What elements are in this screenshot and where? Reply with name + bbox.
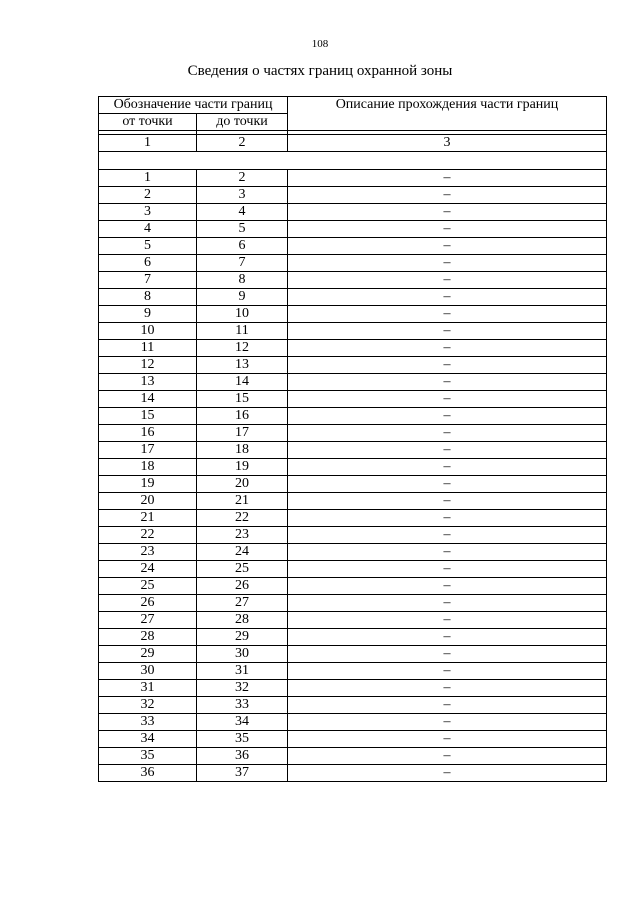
table-row: [99, 629, 607, 646]
from-point-cell: 22: [99, 527, 197, 544]
to-point-cell: 18: [197, 442, 288, 459]
table-row: [99, 357, 607, 374]
table-row: [99, 714, 607, 731]
to-point-cell: 11: [197, 323, 288, 340]
table-row: [99, 289, 607, 306]
description-cell: –: [288, 527, 607, 544]
table-row: [99, 255, 607, 272]
to-point-cell: 26: [197, 578, 288, 595]
to-point-cell: 20: [197, 476, 288, 493]
table-row: [99, 221, 607, 238]
description-cell: –: [288, 765, 607, 782]
to-point-cell: 30: [197, 646, 288, 663]
table-row: [99, 374, 607, 391]
to-point-cell: 22: [197, 510, 288, 527]
from-point-cell: 4: [99, 221, 197, 238]
table-row: [99, 408, 607, 425]
to-point-cell: 9: [197, 289, 288, 306]
table-row: [99, 391, 607, 408]
description-cell: –: [288, 680, 607, 697]
boundary-parts-table: [98, 96, 607, 782]
description-cell: –: [288, 170, 607, 187]
to-point-cell: 4: [197, 204, 288, 221]
description-cell: –: [288, 204, 607, 221]
from-point-cell: 17: [99, 442, 197, 459]
from-point-cell: 21: [99, 510, 197, 527]
to-point-cell: 8: [197, 272, 288, 289]
table-row: [99, 340, 607, 357]
to-point-cell: 33: [197, 697, 288, 714]
header-from-point: от точки: [99, 114, 197, 131]
description-cell: –: [288, 612, 607, 629]
to-point-cell: 31: [197, 663, 288, 680]
description-cell: –: [288, 289, 607, 306]
table-row: [99, 170, 607, 187]
to-point-cell: 21: [197, 493, 288, 510]
to-point-cell: 27: [197, 595, 288, 612]
from-point-cell: 34: [99, 731, 197, 748]
from-point-cell: 26: [99, 595, 197, 612]
to-point-cell: 10: [197, 306, 288, 323]
description-cell: –: [288, 306, 607, 323]
from-point-cell: 18: [99, 459, 197, 476]
empty-section-cell: [99, 152, 607, 170]
column-number-1: 1: [99, 135, 197, 152]
to-point-cell: 19: [197, 459, 288, 476]
to-point-cell: 3: [197, 187, 288, 204]
description-cell: –: [288, 544, 607, 561]
from-point-cell: 31: [99, 680, 197, 697]
table-row: [99, 527, 607, 544]
description-cell: –: [288, 663, 607, 680]
table-row: [99, 765, 607, 782]
from-point-cell: 7: [99, 272, 197, 289]
description-cell: –: [288, 187, 607, 204]
description-cell: –: [288, 493, 607, 510]
description-cell: –: [288, 272, 607, 289]
to-point-cell: 35: [197, 731, 288, 748]
column-number-3: 3: [288, 135, 607, 152]
from-point-cell: 2: [99, 187, 197, 204]
from-point-cell: 14: [99, 391, 197, 408]
table-row: [99, 680, 607, 697]
description-cell: –: [288, 221, 607, 238]
from-point-cell: 29: [99, 646, 197, 663]
table-row: [99, 646, 607, 663]
table-row: [99, 459, 607, 476]
header-description: Описание прохождения части границ: [288, 97, 607, 131]
from-point-cell: 20: [99, 493, 197, 510]
to-point-cell: 24: [197, 544, 288, 561]
from-point-cell: 12: [99, 357, 197, 374]
description-cell: –: [288, 629, 607, 646]
from-point-cell: 27: [99, 612, 197, 629]
column-numbers-row: [99, 135, 607, 152]
from-point-cell: 1: [99, 170, 197, 187]
from-point-cell: 32: [99, 697, 197, 714]
table-row: [99, 204, 607, 221]
table-row: [99, 272, 607, 289]
from-point-cell: 6: [99, 255, 197, 272]
table-row: [99, 476, 607, 493]
description-cell: –: [288, 340, 607, 357]
column-number-2: 2: [197, 135, 288, 152]
description-cell: –: [288, 442, 607, 459]
to-point-cell: 29: [197, 629, 288, 646]
from-point-cell: 8: [99, 289, 197, 306]
from-point-cell: 5: [99, 238, 197, 255]
table-row: [99, 612, 607, 629]
to-point-cell: 14: [197, 374, 288, 391]
description-cell: –: [288, 255, 607, 272]
to-point-cell: 17: [197, 425, 288, 442]
description-cell: –: [288, 459, 607, 476]
description-cell: –: [288, 408, 607, 425]
to-point-cell: 28: [197, 612, 288, 629]
table-row: [99, 306, 607, 323]
table-row: [99, 238, 607, 255]
table-row: [99, 731, 607, 748]
from-point-cell: 16: [99, 425, 197, 442]
from-point-cell: 24: [99, 561, 197, 578]
description-cell: –: [288, 578, 607, 595]
description-cell: –: [288, 510, 607, 527]
from-point-cell: 28: [99, 629, 197, 646]
description-cell: –: [288, 697, 607, 714]
description-cell: –: [288, 391, 607, 408]
from-point-cell: 33: [99, 714, 197, 731]
table-row: [99, 663, 607, 680]
table-row: [99, 561, 607, 578]
description-cell: –: [288, 425, 607, 442]
description-cell: –: [288, 646, 607, 663]
from-point-cell: 3: [99, 204, 197, 221]
table-row: [99, 425, 607, 442]
description-cell: –: [288, 238, 607, 255]
description-cell: –: [288, 357, 607, 374]
to-point-cell: 37: [197, 765, 288, 782]
empty-section-row: [99, 152, 607, 170]
to-point-cell: 36: [197, 748, 288, 765]
from-point-cell: 25: [99, 578, 197, 595]
to-point-cell: 13: [197, 357, 288, 374]
to-point-cell: 25: [197, 561, 288, 578]
from-point-cell: 23: [99, 544, 197, 561]
description-cell: –: [288, 714, 607, 731]
description-cell: –: [288, 595, 607, 612]
to-point-cell: 15: [197, 391, 288, 408]
description-cell: –: [288, 374, 607, 391]
from-point-cell: 36: [99, 765, 197, 782]
table-row: [99, 595, 607, 612]
to-point-cell: 12: [197, 340, 288, 357]
table-row: [99, 510, 607, 527]
table-row: [99, 748, 607, 765]
from-point-cell: 9: [99, 306, 197, 323]
table-row: [99, 323, 607, 340]
from-point-cell: 35: [99, 748, 197, 765]
header-row-1: [99, 97, 607, 114]
to-point-cell: 5: [197, 221, 288, 238]
to-point-cell: 32: [197, 680, 288, 697]
description-cell: –: [288, 561, 607, 578]
table-row: [99, 697, 607, 714]
header-designation: Обозначение части границ: [99, 97, 288, 114]
description-cell: –: [288, 323, 607, 340]
from-point-cell: 11: [99, 340, 197, 357]
header-to-point: до точки: [197, 114, 288, 131]
table-row: [99, 544, 607, 561]
to-point-cell: 2: [197, 170, 288, 187]
from-point-cell: 10: [99, 323, 197, 340]
table-body: [99, 97, 607, 782]
from-point-cell: 15: [99, 408, 197, 425]
to-point-cell: 23: [197, 527, 288, 544]
description-cell: –: [288, 731, 607, 748]
page-number: 108: [311, 38, 329, 50]
description-cell: –: [288, 748, 607, 765]
from-point-cell: 13: [99, 374, 197, 391]
document-title: Сведения о частях границ охранной зоны: [187, 63, 453, 79]
table-row: [99, 578, 607, 595]
to-point-cell: 7: [197, 255, 288, 272]
to-point-cell: 34: [197, 714, 288, 731]
from-point-cell: 30: [99, 663, 197, 680]
to-point-cell: 16: [197, 408, 288, 425]
from-point-cell: 19: [99, 476, 197, 493]
table-row: [99, 187, 607, 204]
to-point-cell: 6: [197, 238, 288, 255]
table-row: [99, 493, 607, 510]
description-cell: –: [288, 476, 607, 493]
table-row: [99, 442, 607, 459]
